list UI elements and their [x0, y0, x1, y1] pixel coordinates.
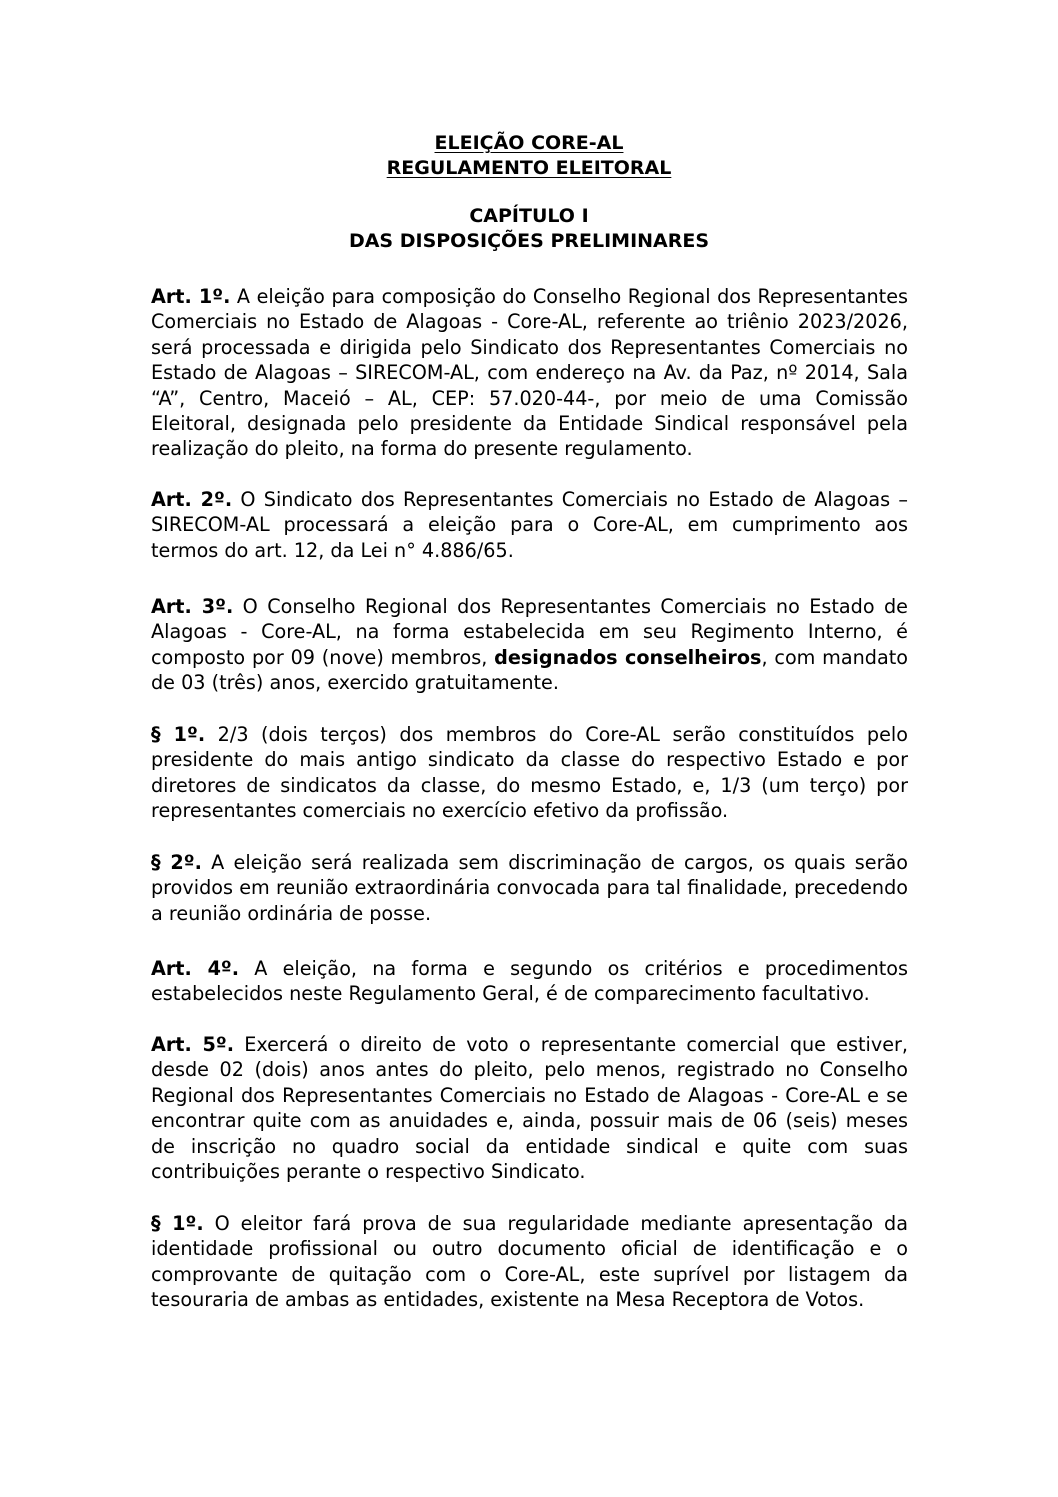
article-4-lead: Art. 4º. [151, 957, 240, 980]
article-5-paragraph-1-lead: § 1º. [151, 1212, 204, 1235]
article-3-paragraph-2-text: A eleição será realizada sem discriminação de cargos, os quais serão providos em reunião extraordinária convocada para tal finalidade, precedendo a reunião ordinária de posse. [151, 851, 908, 925]
article-3-text-before: O Conselho Regional dos Representantes Comerciais no Estado de Alagoas - Core-AL, na forma estabelecida em seu Regimento Interno, é composto por 09 (nove) membros, [151, 595, 908, 669]
article-2 [151, 487, 908, 563]
chapter-name: DAS DISPOSIÇÕES PRELIMINARES [348, 230, 710, 252]
article-3-emphasis: designados conselheiros [494, 645, 762, 669]
article-3-text-after: , com mandato de 03 (três) anos, exercido gratuitamente. [151, 645, 908, 695]
article-5-lead: Art. 5º. [151, 1033, 235, 1056]
article-3 [151, 594, 908, 696]
article-3-paragraph-2-lead: § 2º. [151, 851, 202, 874]
article-2-text: O Sindicato dos Representantes Comerciais no Estado de Alagoas – SIRECOM-AL processará a eleição para o Core-AL, em cumprimento aos termos do art. 12, da Lei n° 4.886/65. [151, 488, 908, 562]
chapter-heading [0, 204, 1058, 254]
article-4 [151, 956, 908, 1007]
article-1 [151, 284, 908, 462]
title-line-2: REGULAMENTO ELEITORAL [386, 157, 672, 179]
article-3-paragraph-1-lead: § 1º. [151, 723, 206, 746]
article-3-paragraph-1 [151, 722, 908, 824]
article-4-text: A eleição, na forma e segundo os critérios e procedimentos estabelecidos neste Regulamento Geral, é de comparecimento facultativo. [151, 957, 909, 1006]
article-1-lead: Art. 1º. [151, 285, 231, 308]
article-5-paragraph-1-text: O eleitor fará prova de sua regularidade mediante apresentação da identidade profissional ou outro documento oficial de identificação e o comprovante de quitação com o Core-AL, este suprível por listagem da tesouraria de ambas as entidades, existente na Mesa Receptora de Votos. [151, 1212, 908, 1312]
title-line-1: ELEIÇÃO CORE-AL [434, 132, 624, 154]
article-3-lead: Art. 3º. [151, 595, 234, 618]
article-5 [151, 1032, 908, 1184]
article-1-text: A eleição para composição do Conselho Regional dos Representantes Comerciais no Estado de Alagoas - Core-AL, referente ao triênio 2023/2026, será processada e dirigida pelo Sindicato dos Representantes Comerciais no Estado de Alagoas – SIRECOM-AL, com endereço na Av. da Paz, nº 2014, Sala “A”, Centro, Maceió – AL, CEP: 57.020-44-, por meio de uma Comissão Eleitoral, designada pelo presidente da Entidade Sindical responsável pela realização do pleito, na forma do presente regulamento. [151, 285, 908, 461]
article-5-text: Exercerá o direito de voto o representante comercial que estiver, desde 02 (dois) anos antes do pleito, pelo menos, registrado no Conselho Regional dos Representantes Comerciais no Estado de Alagoas - Core-AL e se encontrar quite com as anuidades e, ainda, possuir mais de 06 (seis) meses de inscrição no quadro social da entidade sindical e quite com suas contribuições perante o respectivo Sindicato. [151, 1033, 908, 1184]
article-3-paragraph-2 [151, 850, 908, 926]
chapter-number: CAPÍTULO I [469, 205, 589, 227]
article-3-paragraph-1-text: 2/3 (dois terços) dos membros do Core-AL serão constituídos pelo presidente do mais antigo sindicato da classe do respectivo Estado e por diretores de sindicatos da classe, do mesmo Estado, e, 1/3 (um terço) por representantes comerciais no exercício efetivo da profissão. [151, 723, 908, 823]
article-5-paragraph-1 [151, 1211, 908, 1313]
document-title [0, 131, 1058, 181]
article-2-lead: Art. 2º. [151, 488, 233, 511]
